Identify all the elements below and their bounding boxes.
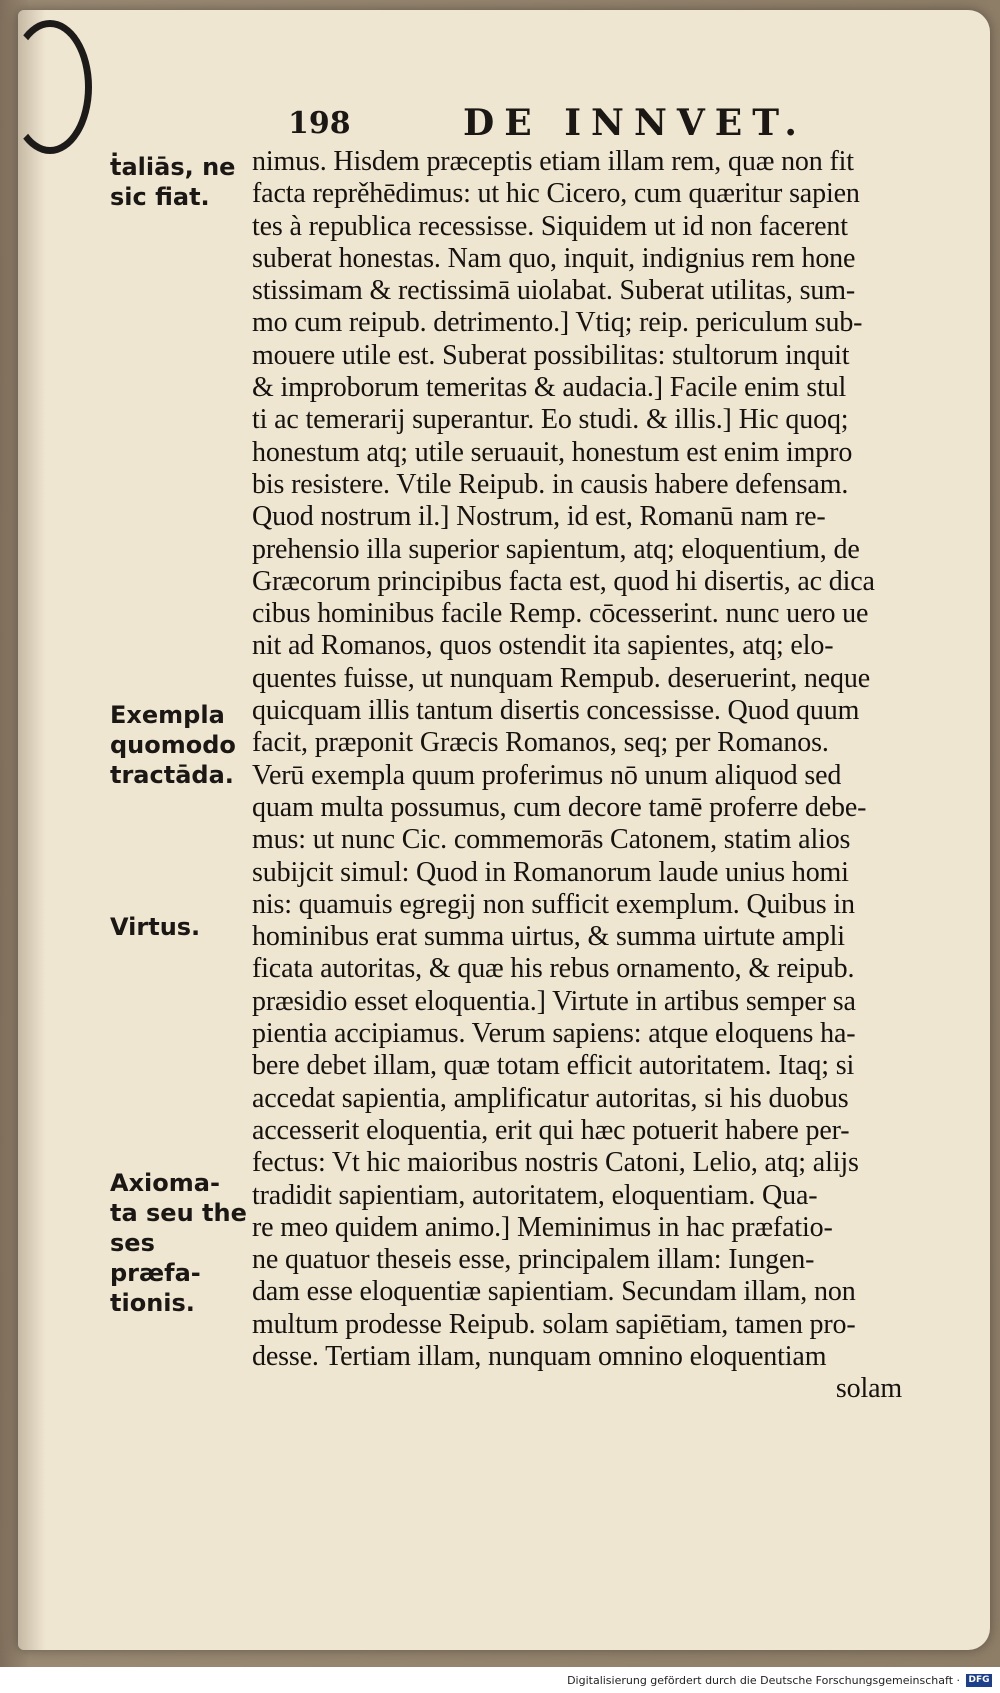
text-line: nimus. Hisdem præceptis etiam illam rem, quæ non fit <box>252 146 854 177</box>
text-line: cibus hominibus facile Remp. cōcesserint. nunc uero ue <box>252 598 869 630</box>
text-line: ti ac temerarij superantur. Eo studi. & illis.] Hic quoq; <box>252 404 849 436</box>
text-line: bere debet illam, quæ totam efficit autoritatem. Itaq; si <box>252 1050 855 1082</box>
text-line: fectus: Vt hic maioribus nostris Catoni, Lelio, atq; alijs <box>252 1147 859 1179</box>
text-line: mo cum reipub. detrimento.] Vtiq; reip. periculum sub- <box>252 307 863 339</box>
dfg-logo-icon: DFG <box>966 1674 992 1687</box>
text-line: desse. Tertiam illam, nunquam omnino eloquentiam <box>252 1340 827 1372</box>
text-line: hominibus erat summa uirtus, & summa uirtute ampli <box>252 921 845 953</box>
text-line: prehensio illa superior sapientum, atq; eloquentium, de <box>252 533 860 565</box>
text-line: ficata autoritas, & quæ his rebus ornamento, & reipub. <box>252 953 855 985</box>
text-line: Quod nostrum il.] Nostrum, id est, Romanū nam re- <box>252 501 826 533</box>
text-line: mus: ut nunc Cic. commemorās Catonem, statim alios <box>252 824 851 856</box>
body-text <box>252 146 982 1406</box>
text-line: Græcorum principibus facta est, quod hi disertis, ac dica <box>252 565 875 597</box>
running-head: DE INNVET. <box>463 102 807 144</box>
text-line: tes à republica recessisse. Siquidem ut id non facerent <box>252 210 848 242</box>
text-line: re meo quidem animo.] Meminimus in hac præfatio- <box>252 1211 833 1243</box>
binding-ring-icon <box>8 20 92 154</box>
text-line: subijcit simul: Quod in Romanorum laude unius homi <box>252 856 849 888</box>
text-line: solam <box>835 1373 902 1405</box>
text-line: dam esse eloquentiæ sapientiam. Secundam illam, non <box>252 1276 856 1308</box>
text-line: nit ad Romanos, quos ostendit ita sapientes, atq; elo- <box>252 630 834 662</box>
text-line: suberat honestas. Nam quo, inquit, indignius rem hone <box>252 242 856 274</box>
margin-note: Exempla quomodo tractāda. <box>110 701 236 789</box>
footer-bar <box>0 1667 1000 1693</box>
text-line: quam multa possumus, cum decore tamē proferre debe- <box>252 791 867 823</box>
page-number: 198 <box>288 106 351 141</box>
margin-note: Axioma- ta seu the ses præfa- tionis. <box>110 1169 247 1317</box>
text-line: & improborum temeritas & audacia.] Facile enim stul <box>252 372 847 404</box>
text-line: bis resistere. Vtile Reipub. in causis habere defensam. <box>252 468 849 500</box>
text-line: multum prodesse Reipub. solam sapiētiam, tamen pro- <box>252 1308 856 1340</box>
text-line: nis: quamuis egregij non sufficit exemplum. Quibus in <box>252 888 855 920</box>
text-line: mouere utile est. Suberat possibilitas: stultorum inquit <box>252 339 850 371</box>
text-line: facta reprěhēdimus: ut hic Cicero, cum quæritur sapien <box>252 178 860 210</box>
text-line: honestum atq; utile seruauit, honestum est enim impro <box>252 436 853 468</box>
margin-note: Virtus. <box>110 913 201 941</box>
text-line: Verū exempla quum proferimus nō unum aliquod sed <box>252 759 842 791</box>
text-line: pientia accipiamus. Verum sapiens: atque eloquens ha- <box>252 1018 856 1050</box>
text-line: facit, præponit Græcis Romanos, seq; per Romanos. <box>252 727 829 759</box>
page-header <box>288 102 888 152</box>
digitization-credit: Digitalisierung gefördert durch die Deutsche Forschungsgemeinschaft · <box>567 1674 960 1687</box>
text-line: quicquam illis tantum disertis concessisse. Quod quum <box>252 695 860 727</box>
text-line: tradidit sapientiam, autoritatem, eloquentiam. Qua- <box>252 1179 818 1211</box>
text-line: stissimam & rectissimā uiolabat. Suberat utilitas, sum- <box>252 275 856 307</box>
text-line: quentes fuisse, ut nunquam Rempub. deseruerint, neque <box>252 662 871 694</box>
text-line: præsidio esset eloquentia.] Virtute in artibus semper sa <box>252 985 856 1017</box>
text-line: accesserit eloquentia, erit qui hæc potuerit habere per- <box>252 1114 850 1146</box>
text-line: ne quatuor theseis esse, principalem illam: Iungen- <box>252 1244 815 1276</box>
margin-note: ṫaliās, ne sic fiat. <box>110 153 236 211</box>
text-line: accedat sapientia, amplificatur autoritas, si his duobus <box>252 1082 849 1114</box>
